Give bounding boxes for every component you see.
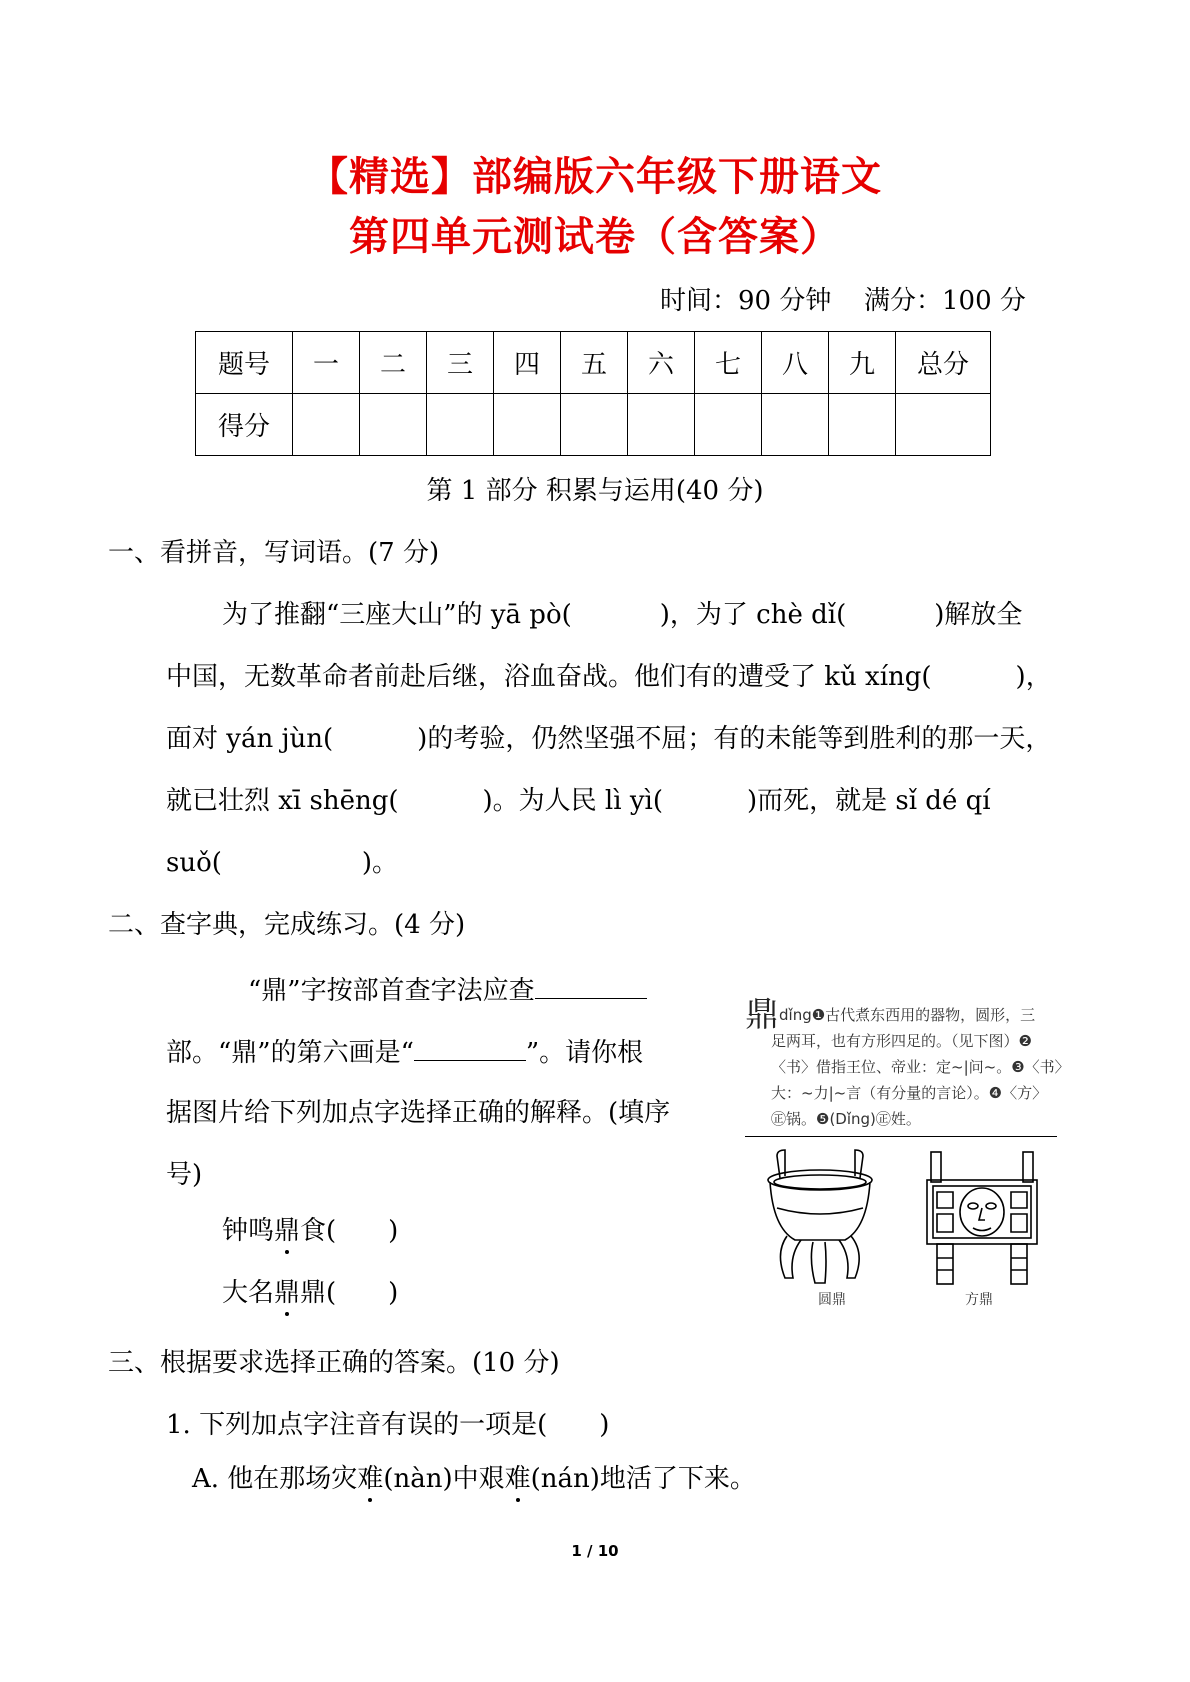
q3-option-a-pre: A. 他在那场灾: [192, 1464, 358, 1494]
score-table-col-1: 一: [293, 332, 360, 394]
score-cell: [494, 394, 561, 456]
q3-option-a-mid: (nàn)中艰: [383, 1464, 505, 1494]
q1-line-5-text-b: )。: [361, 848, 399, 878]
dict-line-1: [745, 995, 1057, 1035]
q1-line-3-text-a: 面对 yán jùn(: [166, 724, 334, 754]
q1-line-1-text-a: 为了推翻“三座大山”的 yā pò(: [222, 600, 572, 630]
q1-line-5-text-a: suǒ(: [166, 848, 222, 878]
score-table-col-2: 二: [360, 332, 427, 394]
score-cell: [427, 394, 494, 456]
title-line-2: 第四单元测试卷（含答案）: [349, 213, 841, 260]
score-table-col-4: 四: [494, 332, 561, 394]
q1-line-4-text-b: )。为人民 lì yì(: [482, 786, 663, 816]
q3-heading: 三、根据要求选择正确的答案。(10 分): [108, 1348, 560, 1378]
score-table-col-3: 三: [427, 332, 494, 394]
q2-line-2-text-a: 部。“鼎”的第六画是“: [166, 1038, 414, 1068]
dict-line-2: 足两耳，也有方形四足的。（见下图）❷: [771, 1032, 1032, 1050]
exam-full-score: 满分：100 分: [864, 286, 1026, 316]
q1-line-2-text-a: 中国，无数革命者前赴后继，浴血奋战。他们有的遭受了 kǔ xíng(: [166, 662, 932, 692]
score-cell: [628, 394, 695, 456]
q1-line-2-text-b: )，: [1015, 662, 1052, 692]
caption-square-ding: 方鼎: [965, 1292, 993, 1308]
score-cell: [695, 394, 762, 456]
caption-round-ding: 圆鼎: [818, 1292, 846, 1308]
q3-option-a-post: (nán)地活了下来。: [530, 1464, 756, 1494]
q2-line-1: [248, 972, 647, 1008]
score-cell: [829, 394, 896, 456]
q2-heading: 二、查字典，完成练习。(4 分): [108, 910, 466, 940]
q2-item-1: [222, 1214, 398, 1248]
q1-line-1-text-c: )解放全: [934, 600, 1023, 630]
exam-time: 时间：90 分钟: [660, 286, 832, 316]
score-table-col-total: 总分: [896, 332, 991, 394]
dict-line-4: 大：~力|~言（有分量的言论）。❹〈方〉: [771, 1084, 1048, 1102]
score-table-col-6: 六: [628, 332, 695, 394]
score-cell-total: [896, 394, 991, 456]
q2-line-2: [166, 1034, 643, 1070]
sixth-stroke-answer-blank[interactable]: [414, 1034, 526, 1061]
ding-illustration: [765, 1148, 1055, 1298]
q1-line-4: [166, 784, 991, 818]
dict-headword: 鼎: [745, 995, 779, 1035]
q2-item-2-dotted-char: 鼎: [274, 1278, 301, 1308]
score-table-score-row: [196, 394, 991, 456]
score-table-row-label: 得分: [196, 394, 293, 456]
score-table-header-label: 题号: [196, 332, 293, 394]
dictionary-entry: [745, 995, 1070, 1132]
dict-pinyin: dǐng: [779, 1006, 812, 1024]
q2-line-2-text-b: ”。请你根: [525, 1038, 644, 1068]
score-table-col-8: 八: [762, 332, 829, 394]
score-cell: [762, 394, 829, 456]
q2-item-2: [222, 1276, 398, 1310]
q1-line-2: [166, 660, 1052, 694]
score-table-col-5: 五: [561, 332, 628, 394]
q2-item-2-post[interactable]: 鼎( ): [300, 1278, 399, 1308]
q3-item-1: 1. 下列加点字注音有误的一项是( ): [166, 1410, 610, 1440]
q2-item-2-pre: 大名: [222, 1278, 275, 1308]
q1-line-1: [222, 598, 1022, 632]
score-cell: [561, 394, 628, 456]
title-line-1: 【精选】部编版六年级下册语文: [308, 153, 882, 200]
q2-line-3: 据图片给下列加点字选择正确的解释。(填序: [166, 1098, 671, 1128]
score-table: [195, 331, 991, 456]
q1-line-4-text-a: 就已壮烈 xī shēng(: [166, 786, 399, 816]
dict-def-1: ❶古代煮东西用的器物，圆形，三: [811, 1006, 1036, 1024]
score-table-header-row: [196, 332, 991, 394]
q2-item-1-pre: 钟鸣: [222, 1216, 275, 1246]
part1-heading: 第 1 部分 积累与运用(40 分): [426, 476, 764, 506]
square-ding-image: [927, 1152, 1037, 1284]
q2-item-1-post[interactable]: 食( ): [300, 1216, 399, 1246]
q2-item-1-dotted-char: 鼎: [274, 1216, 301, 1246]
q1-line-5: [166, 846, 398, 880]
q2-line-4: 号): [166, 1160, 203, 1190]
q1-line-4-text-c: )而死，就是 sǐ dé qí: [746, 786, 991, 816]
score-cell: [293, 394, 360, 456]
score-cell: [360, 394, 427, 456]
dict-divider: [745, 1136, 1057, 1137]
dict-line-3: 〈书〉借指王位、帝业：定~|问~。❸〈书〉: [771, 1058, 1070, 1076]
score-table-col-7: 七: [695, 332, 762, 394]
q3-option-a-dotted-char-1: 难: [357, 1464, 384, 1494]
dict-line-5: ㊣锅。❺(Dǐng)㊣姓。: [771, 1110, 921, 1128]
q1-line-1-text-b: )，为了 chè dǐ(: [659, 600, 847, 630]
round-ding-image: [768, 1150, 872, 1283]
q1-line-3-text-b: )的考验，仍然坚强不屈；有的未能等到胜利的那一天，: [417, 724, 1052, 754]
page-number: 1 / 10: [571, 1542, 619, 1560]
q1-line-3: [166, 722, 1051, 756]
q2-line-1-text: “鼎”字按部首查字法应查: [248, 976, 535, 1006]
q3-option-a[interactable]: [192, 1462, 756, 1496]
q3-option-a-dotted-char-2: 难: [504, 1464, 531, 1494]
q1-heading: 一、看拼音，写词语。(7 分): [108, 538, 440, 568]
radical-answer-blank[interactable]: [535, 972, 647, 999]
score-table-col-9: 九: [829, 332, 896, 394]
